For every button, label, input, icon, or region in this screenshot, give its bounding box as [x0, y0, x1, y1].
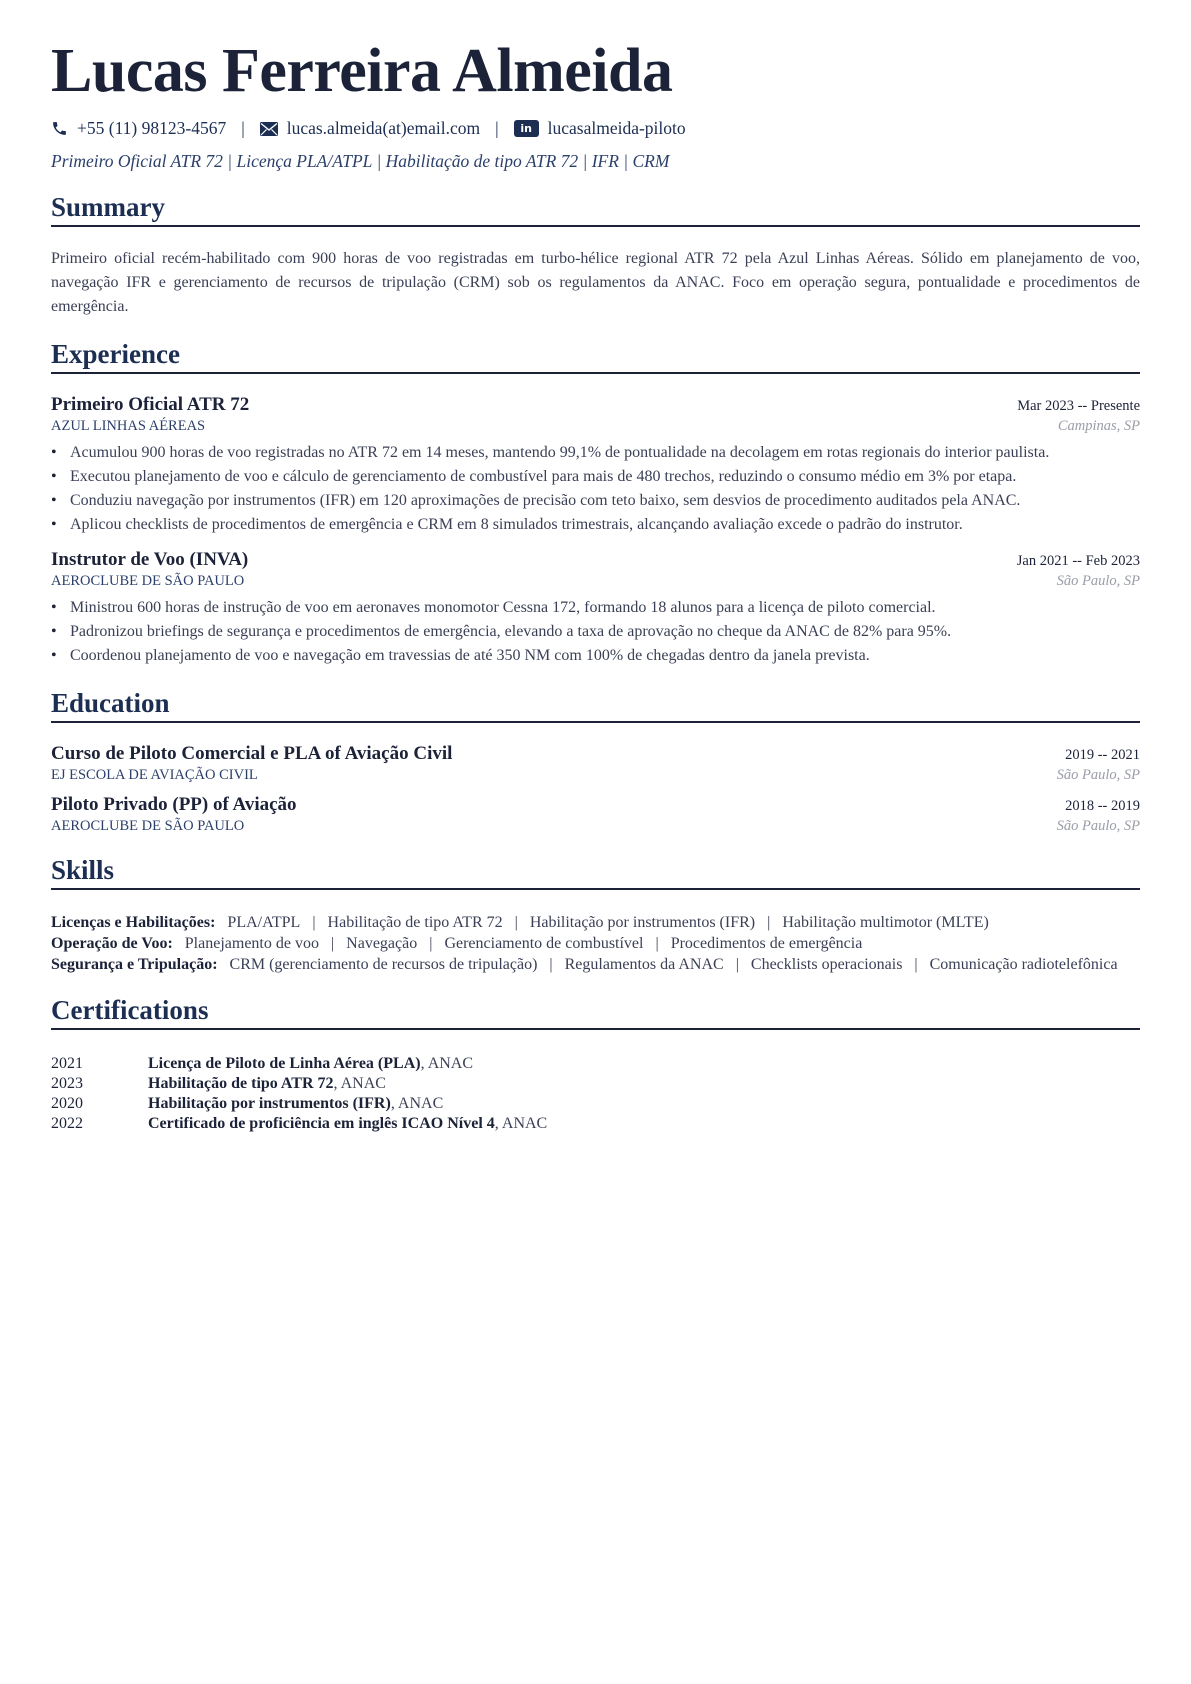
- section-title: Summary: [51, 192, 1140, 227]
- bullet-item: • Aplicou checklists de procedimentos de emergência e CRM em 8 simulados trimestrais, alcançando avaliação excede o padrão do instrutor.: [70, 513, 1140, 537]
- certification-issuer: , ANAC: [494, 1115, 548, 1133]
- job-location: Campinas, SP: [1057, 418, 1140, 435]
- email-item: [260, 118, 480, 139]
- degree: Piloto Privado (PP) of Aviação: [51, 794, 297, 816]
- section-title: Certifications: [51, 995, 1140, 1030]
- job-bullets: [51, 596, 1140, 668]
- skill-item: Checklists operacionais: [750, 956, 903, 974]
- job-role: Instrutor de Voo (INVA): [51, 549, 249, 571]
- skill-separator: |: [655, 935, 659, 953]
- certification-name: Certificado de proficiência em inglês ICAO Nível 4: [148, 1115, 495, 1133]
- certification-issuer: , ANAC: [333, 1075, 386, 1093]
- section-title: Education: [51, 688, 1140, 723]
- skill-item: Navegação: [346, 935, 418, 953]
- job-dates: Mar 2023 -- Presente: [1017, 398, 1140, 415]
- section-title: Experience: [51, 339, 1140, 374]
- skill-item: Habilitação multimotor (MLTE): [782, 914, 989, 932]
- job-employer: AZUL LINHAS AÉREAS: [51, 418, 206, 435]
- bullet-item: • Ministrou 600 horas de instrução de voo em aeronaves monomotor Cessna 172, formando 18 alunos para a licença de piloto comercial.: [70, 596, 1140, 620]
- certification-issuer: , ANAC: [390, 1095, 444, 1113]
- skill-group-label: Segurança e Tripulação:: [51, 956, 218, 974]
- education-section: [51, 688, 1140, 835]
- skill-separator: |: [914, 956, 918, 974]
- bullet-item: • Coordenou planejamento de voo e navegação em travessias de até 350 NM com 100% de chegadas dentro da janela prevista.: [70, 644, 1140, 668]
- contact-separator: |: [495, 118, 499, 138]
- headline: Primeiro Oficial ATR 72 | Licença PLA/ATPL | Habilitação de tipo ATR 72 | IFR | CRM: [51, 151, 670, 171]
- certifications-list: [51, 1054, 1140, 1134]
- last-name: Almeida: [452, 37, 673, 105]
- skill-item: Planejamento de voo: [184, 935, 319, 953]
- certification-year: 2021: [51, 1055, 83, 1073]
- education-dates: 2019 -- 2021: [1065, 747, 1140, 764]
- certification-issuer: , ANAC: [420, 1055, 474, 1073]
- job-employer: AEROCLUBE DE SÃO PAULO: [51, 573, 245, 590]
- certification-row: [51, 1114, 1140, 1134]
- phone-number[interactable]: +55 (11) 98123-4567: [77, 118, 227, 138]
- bullet-item: • Conduziu navegação por instrumentos (IFR) em 120 aproximações de precisão com teto baixo, sem desvios de procedimento auditados pela ANAC.: [70, 489, 1140, 513]
- certification-row: [51, 1054, 1140, 1074]
- certification-year: 2020: [51, 1095, 83, 1113]
- skill-item: Procedimentos de emergência: [670, 935, 863, 953]
- skill-separator: |: [549, 956, 553, 974]
- certification-row: [51, 1094, 1140, 1114]
- job-location: São Paulo, SP: [1056, 573, 1140, 590]
- summary-text: Primeiro oficial recém-habilitado com 900 horas de voo registradas em turbo-hélice regional ATR 72 pela Azul Linhas Aéreas. Sólido em planejamento de voo, navegação IFR e gerenciamento de recursos de tripulação (CRM) sob os regulamentos da ANAC. Foco em operação segura, pontualidade e procedimentos de emergência.: [51, 250, 1140, 316]
- certification-year: 2023: [51, 1075, 83, 1093]
- certification-name: Licença de Piloto de Linha Aérea (PLA): [148, 1055, 421, 1073]
- school: EJ ESCOLA DE AVIAÇÃO CIVIL: [51, 767, 258, 784]
- job-entry: [51, 549, 1140, 668]
- skills-list: [51, 912, 1140, 975]
- linkedin-item: [514, 118, 686, 139]
- phone-icon: [51, 120, 68, 137]
- education-dates: 2018 -- 2019: [1065, 798, 1140, 815]
- experience-section: [51, 339, 1140, 668]
- section-title: Skills: [51, 855, 1140, 890]
- contact-line: [51, 118, 1140, 139]
- bullet-item: • Acumulou 900 horas de voo registradas no ATR 72 em 14 meses, mantendo 99,1% de pontualidade na decolagem em rotas regionais do interior paulista.: [70, 441, 1140, 465]
- skill-item: Habilitação de tipo ATR 72: [327, 914, 503, 932]
- skill-item: Regulamentos da ANAC: [564, 956, 724, 974]
- job-dates: Jan 2021 -- Feb 2023: [1016, 553, 1140, 570]
- skill-group: [51, 954, 1140, 975]
- school: AEROCLUBE DE SÃO PAULO: [51, 818, 245, 835]
- skill-separator: |: [429, 935, 433, 953]
- certifications-section: [51, 995, 1140, 1134]
- bullet-item: • Executou planejamento de voo e cálculo de gerenciamento de combustível para mais de 480 trechos, reduzindo o consumo médio em 3% por etapa.: [70, 465, 1140, 489]
- job-entry: [51, 394, 1140, 537]
- envelope-icon: [260, 122, 278, 136]
- education-entry: [51, 794, 1140, 835]
- skill-separator: |: [767, 914, 771, 932]
- job-role: Primeiro Oficial ATR 72: [51, 394, 250, 416]
- education-location: São Paulo, SP: [1056, 818, 1140, 835]
- skill-group: [51, 912, 1140, 933]
- phone-item: [51, 118, 226, 139]
- education-location: São Paulo, SP: [1056, 767, 1140, 784]
- first-names: Lucas Ferreira: [51, 37, 441, 105]
- linkedin-icon: in: [514, 120, 539, 137]
- skill-item: CRM (gerenciamento de recursos de tripulação): [229, 956, 538, 974]
- skill-item: Habilitação por instrumentos (IFR): [529, 914, 756, 932]
- contact-separator: |: [241, 118, 245, 138]
- candidate-name: [51, 37, 1140, 105]
- certification-year: 2022: [51, 1115, 83, 1133]
- skill-separator: |: [312, 914, 316, 932]
- skills-section: [51, 855, 1140, 975]
- degree: Curso de Piloto Comercial e PLA of Aviação Civil: [51, 743, 453, 765]
- skill-separator: |: [514, 914, 518, 932]
- certification-name: Habilitação de tipo ATR 72: [148, 1075, 334, 1093]
- linkedin-handle[interactable]: lucasalmeida-piloto: [547, 118, 686, 138]
- skill-group: [51, 933, 1140, 954]
- summary-section: [51, 192, 1140, 319]
- skill-group-label: Licenças e Habilitações:: [51, 914, 216, 932]
- skill-item: PLA/ATPL: [227, 914, 301, 932]
- skill-item: Comunicação radiotelefônica: [929, 956, 1118, 974]
- skill-separator: |: [735, 956, 739, 974]
- skill-item: Gerenciamento de combustível: [444, 935, 644, 953]
- skill-separator: |: [330, 935, 335, 953]
- job-bullets: [51, 441, 1140, 537]
- certification-row: [51, 1074, 1140, 1094]
- education-entry: [51, 743, 1140, 784]
- certification-name: Habilitação por instrumentos (IFR): [148, 1095, 391, 1113]
- skill-group-label: Operação de Voo:: [51, 935, 173, 953]
- email-address[interactable]: lucas.almeida(at)email.com: [286, 118, 481, 138]
- bullet-item: • Padronizou briefings de segurança e procedimentos de emergência, elevando a taxa de aprovação no cheque da ANAC de 82% para 95%.: [70, 620, 1140, 644]
